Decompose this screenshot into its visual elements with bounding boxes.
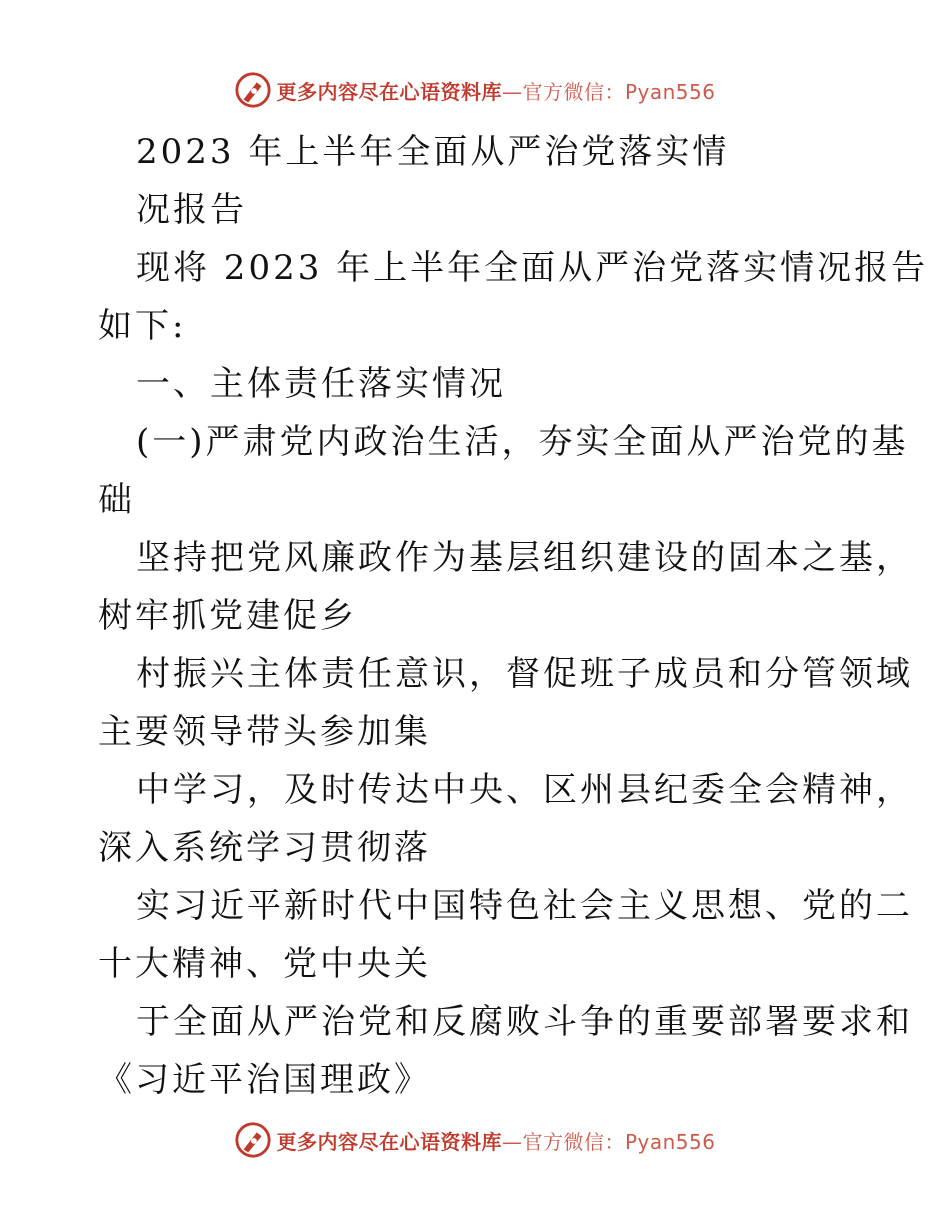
paragraph-1-line-2: 村振兴主体责任意识，督促班子成员和分管领域 — [136, 654, 913, 694]
watermark-contact: 官方微信：Pyan556 — [522, 79, 716, 104]
watermark-separator: — — [501, 79, 523, 104]
watermark-text — [276, 76, 715, 105]
paragraph-intro: 现将 2023 年上半年全面从严治党落实情况报告 — [136, 248, 929, 288]
paragraph-1-line-5-cont: 《习近平治国理政》 — [98, 1060, 431, 1100]
watermark-text — [276, 1126, 715, 1155]
subsection-heading-1-cont: 础 — [98, 480, 135, 520]
paragraph-intro-cont: 如下: — [98, 306, 187, 346]
paragraph-1-line-4-cont: 十大精神、党中央关 — [98, 944, 431, 984]
watermark-banner-top — [0, 68, 950, 112]
paragraph-1-line-4: 实习近平新时代中国特色社会主义思想、党的二 — [136, 886, 913, 926]
paragraph-1-line-1: 坚持把党风廉政作为基层组织建设的固本之基， — [136, 538, 913, 578]
watermark-site-name: 更多内容尽在心语资料库 — [276, 1129, 502, 1154]
pen-logo-icon — [234, 71, 272, 109]
title-line-1: 2023 年上半年全面从严治党落实情 — [136, 132, 730, 172]
paragraph-1-line-3: 中学习，及时传达中央、区州县纪委全会精神， — [136, 770, 913, 810]
title-line-2: 况报告 — [136, 190, 247, 230]
section-heading-1: 一、主体责任落实情况 — [136, 364, 506, 404]
watermark-separator: — — [501, 1129, 523, 1154]
paragraph-1-line-2-cont: 主要领导带头参加集 — [98, 712, 431, 752]
paragraph-1-line-5: 于全面从严治党和反腐败斗争的重要部署要求和 — [136, 1002, 913, 1042]
pen-logo-icon — [234, 1121, 272, 1159]
paragraph-1-line-1-cont: 树牢抓党建促乡 — [98, 596, 357, 636]
subsection-heading-1: (一)严肃党内政治生活，夯实全面从严治党的基 — [136, 422, 909, 462]
watermark-site-name: 更多内容尽在心语资料库 — [276, 79, 502, 104]
document-body — [98, 123, 929, 1109]
paragraph-1-line-3-cont: 深入系统学习贯彻落 — [98, 828, 431, 868]
watermark-banner-bottom — [0, 1118, 950, 1162]
watermark-contact: 官方微信：Pyan556 — [522, 1129, 716, 1154]
